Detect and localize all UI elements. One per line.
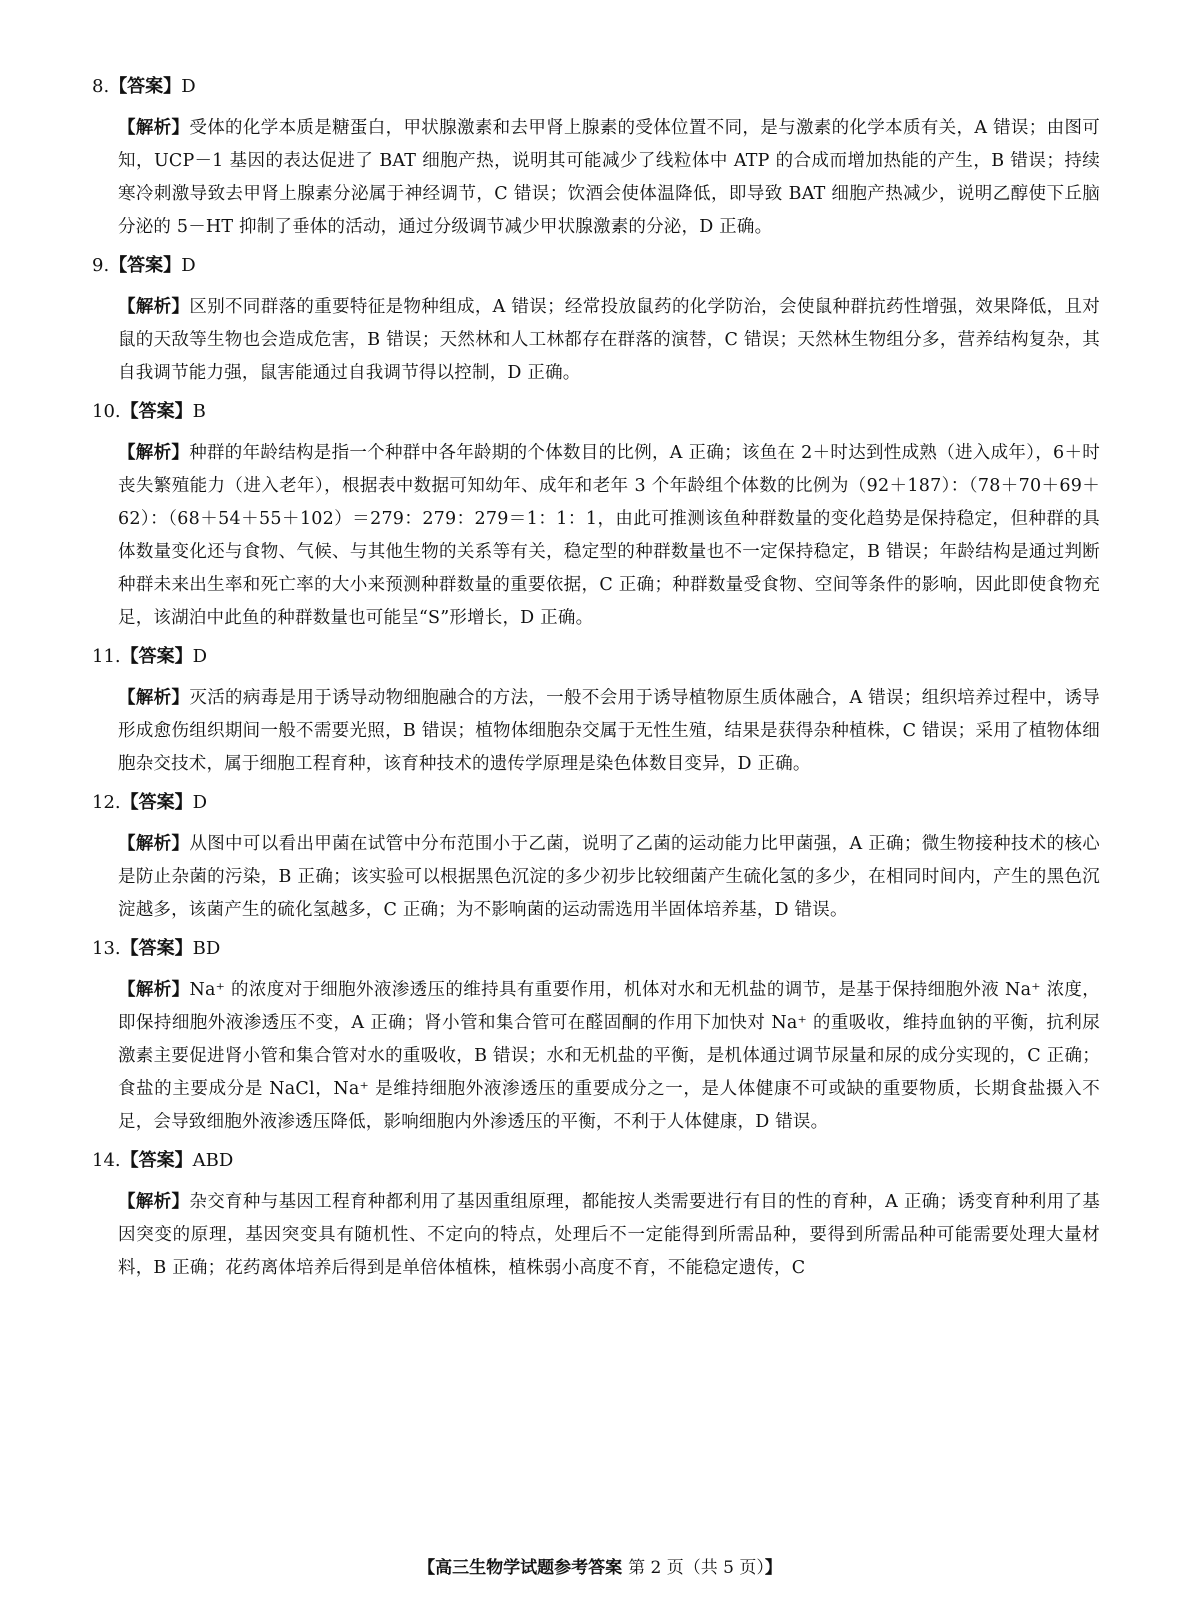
answer-value: D [192,792,208,813]
analysis-tag: 【解析】 [118,118,190,138]
answer-line [92,399,1100,425]
answer-value: BD [192,938,221,959]
question-9 [92,253,1100,390]
answer-tag: 【答案】 [120,792,193,813]
footer-close-bracket: 】 [764,1558,782,1578]
question-8 [92,74,1100,244]
page-footer [0,1556,1200,1580]
answer-line [92,74,1100,100]
answer-tag: 【答案】 [120,938,193,959]
analysis-paragraph [118,112,1100,244]
question-number: 14. [92,1150,121,1171]
answer-value: D [181,255,196,276]
analysis-paragraph [118,682,1100,781]
analysis-text: 区别不同群落的重要特征是物种组成，A 错误；经常投放鼠药的化学防治，会使鼠种群抗药性增强，效果降低，且对鼠的天敌等生物也会造成危害，B 错误；天然林和人工林都存在群落的演替，C 错误；天然林生物组分多，营养结构复杂，其自我调节能力强，鼠害能通过自我调节得以控制，D 正确。 [118,297,1100,383]
question-number: 9. [92,255,110,276]
analysis-text: 种群的年龄结构是指一个种群中各年龄期的个体数目的比例，A 正确；该鱼在 2＋时达到性成熟（进入成年），6＋时丧失繁殖能力（进入老年），根据表中数据可知幼年、成年和老年 3 个年龄组个体数的比例为（92＋187）：（78＋70＋69＋62）：（68＋54＋55＋102）＝279：279：279＝1：1：1，由此可推测该鱼种群数量的变化趋势是保持稳定，但种群的具体数量变化还与食物、气候、与其他生物的关系等有关，稳定型的种群数量也不一定保持稳定，B 错误；年龄结构是通过判断种群未来出生率和死亡率的大小来预测种群数量的重要依据，C 正确；种群数量受食物、空间等条件的影响，因此即使食物充足，该湖泊中此鱼的种群数量也可能呈“S”形增长，D 正确。 [118,443,1100,628]
answer-tag: 【答案】 [109,76,182,97]
analysis-tag: 【解析】 [118,688,190,708]
analysis-text: 杂交育种与基因工程育种都利用了基因重组原理，都能按人类需要进行有目的性的育种，A 正确；诱变育种利用了基因突变的原理，基因突变具有随机性、不定向的特点，处理后不一定能得到所需品种，要得到所需品种可能需要处理大量材料，B 正确；花药离体培养后得到是单倍体植株，植株弱小高度不育，不能稳定遗传，C [118,1192,1100,1278]
question-number: 12. [92,792,121,813]
answer-line [92,644,1100,670]
analysis-tag: 【解析】 [118,1192,190,1212]
answer-tag: 【答案】 [120,646,193,667]
footer-title: 【高三生物学试题参考答案 [418,1558,623,1578]
question-number: 8. [92,76,110,97]
question-number: 10. [92,401,121,422]
analysis-text: Na⁺ 的浓度对于细胞外液渗透压的维持具有重要作用，机体对水和无机盐的调节，是基于保持细胞外液 Na⁺ 浓度，即保持细胞外液渗透压不变，A 正确；肾小管和集合管可在醛固酮的作用下加快对 Na⁺ 的重吸收，维持血钠的平衡，抗利尿激素主要促进肾小管和集合管对水的重吸收，B 错误；水和无机盐的平衡，是机体通过调节尿量和尿的成分实现的，C 正确；食盐的主要成分是 NaCl，Na⁺ 是维持细胞外液渗透压的重要成分之一，是人体健康不可或缺的重要物质，长期食盐摄入不足，会导致细胞外液渗透压降低，影响细胞内外渗透压的平衡，不利于人体健康，D 错误。 [118,980,1100,1132]
question-10 [92,399,1100,635]
footer-page-number: 第 2 页（共 5 页） [628,1558,765,1578]
answer-value: B [192,401,206,422]
analysis-tag: 【解析】 [118,980,190,1000]
question-12 [92,790,1100,927]
analysis-text: 从图中可以看出甲菌在试管中分布范围小于乙菌，说明了乙菌的运动能力比甲菌强，A 正确；微生物接种技术的核心是防止杂菌的污染，B 正确；该实验可以根据黑色沉淀的多少初步比较细菌产生硫化氢的多少，在相同时间内，产生的黑色沉淀越多，该菌产生的硫化氢越多，C 正确；为不影响菌的运动需选用半固体培养基，D 错误。 [118,834,1100,920]
answer-value: ABD [192,1150,234,1171]
analysis-paragraph [118,291,1100,390]
question-13 [92,936,1100,1139]
answer-line [92,936,1100,962]
question-14 [92,1148,1100,1285]
analysis-tag: 【解析】 [118,297,190,317]
analysis-tag: 【解析】 [118,443,190,463]
question-number: 11. [92,646,121,667]
analysis-tag: 【解析】 [118,834,190,854]
answer-line [92,1148,1100,1174]
analysis-text: 灭活的病毒是用于诱导动物细胞融合的方法，一般不会用于诱导植物原生质体融合，A 错误；组织培养过程中，诱导形成愈伤组织期间一般不需要光照，B 错误；植物体细胞杂交属于无性生殖，结果是获得杂种植株，C 错误；采用了植物体细胞杂交技术，属于细胞工程育种，该育种技术的遗传学原理是染色体数目变异，D 正确。 [118,688,1100,774]
answer-tag: 【答案】 [120,1150,193,1171]
analysis-text: 受体的化学本质是糖蛋白，甲状腺激素和去甲肾上腺素的受体位置不同，是与激素的化学本质有关，A 错误；由图可知，UCP－1 基因的表达促进了 BAT 细胞产热，说明其可能减少了线粒体中 ATP 的合成而增加热能的产生，B 错误；持续寒冷刺激导致去甲肾上腺素分泌属于神经调节，C 错误；饮酒会使体温降低，即导致 BAT 细胞产热减少，说明乙醇使下丘脑分泌的 5－HT 抑制了垂体的活动，通过分级调节减少甲状腺激素的分泌，D 正确。 [118,118,1100,237]
analysis-paragraph [118,828,1100,927]
analysis-paragraph [118,974,1100,1139]
answer-value: D [192,646,208,667]
analysis-paragraph [118,1186,1100,1285]
answer-tag: 【答案】 [109,255,182,276]
analysis-paragraph [118,437,1100,635]
answer-line [92,253,1100,279]
answer-tag: 【答案】 [120,401,193,422]
answer-value: D [181,76,196,97]
question-number: 13. [92,938,121,959]
answer-line [92,790,1100,816]
question-11 [92,644,1100,781]
